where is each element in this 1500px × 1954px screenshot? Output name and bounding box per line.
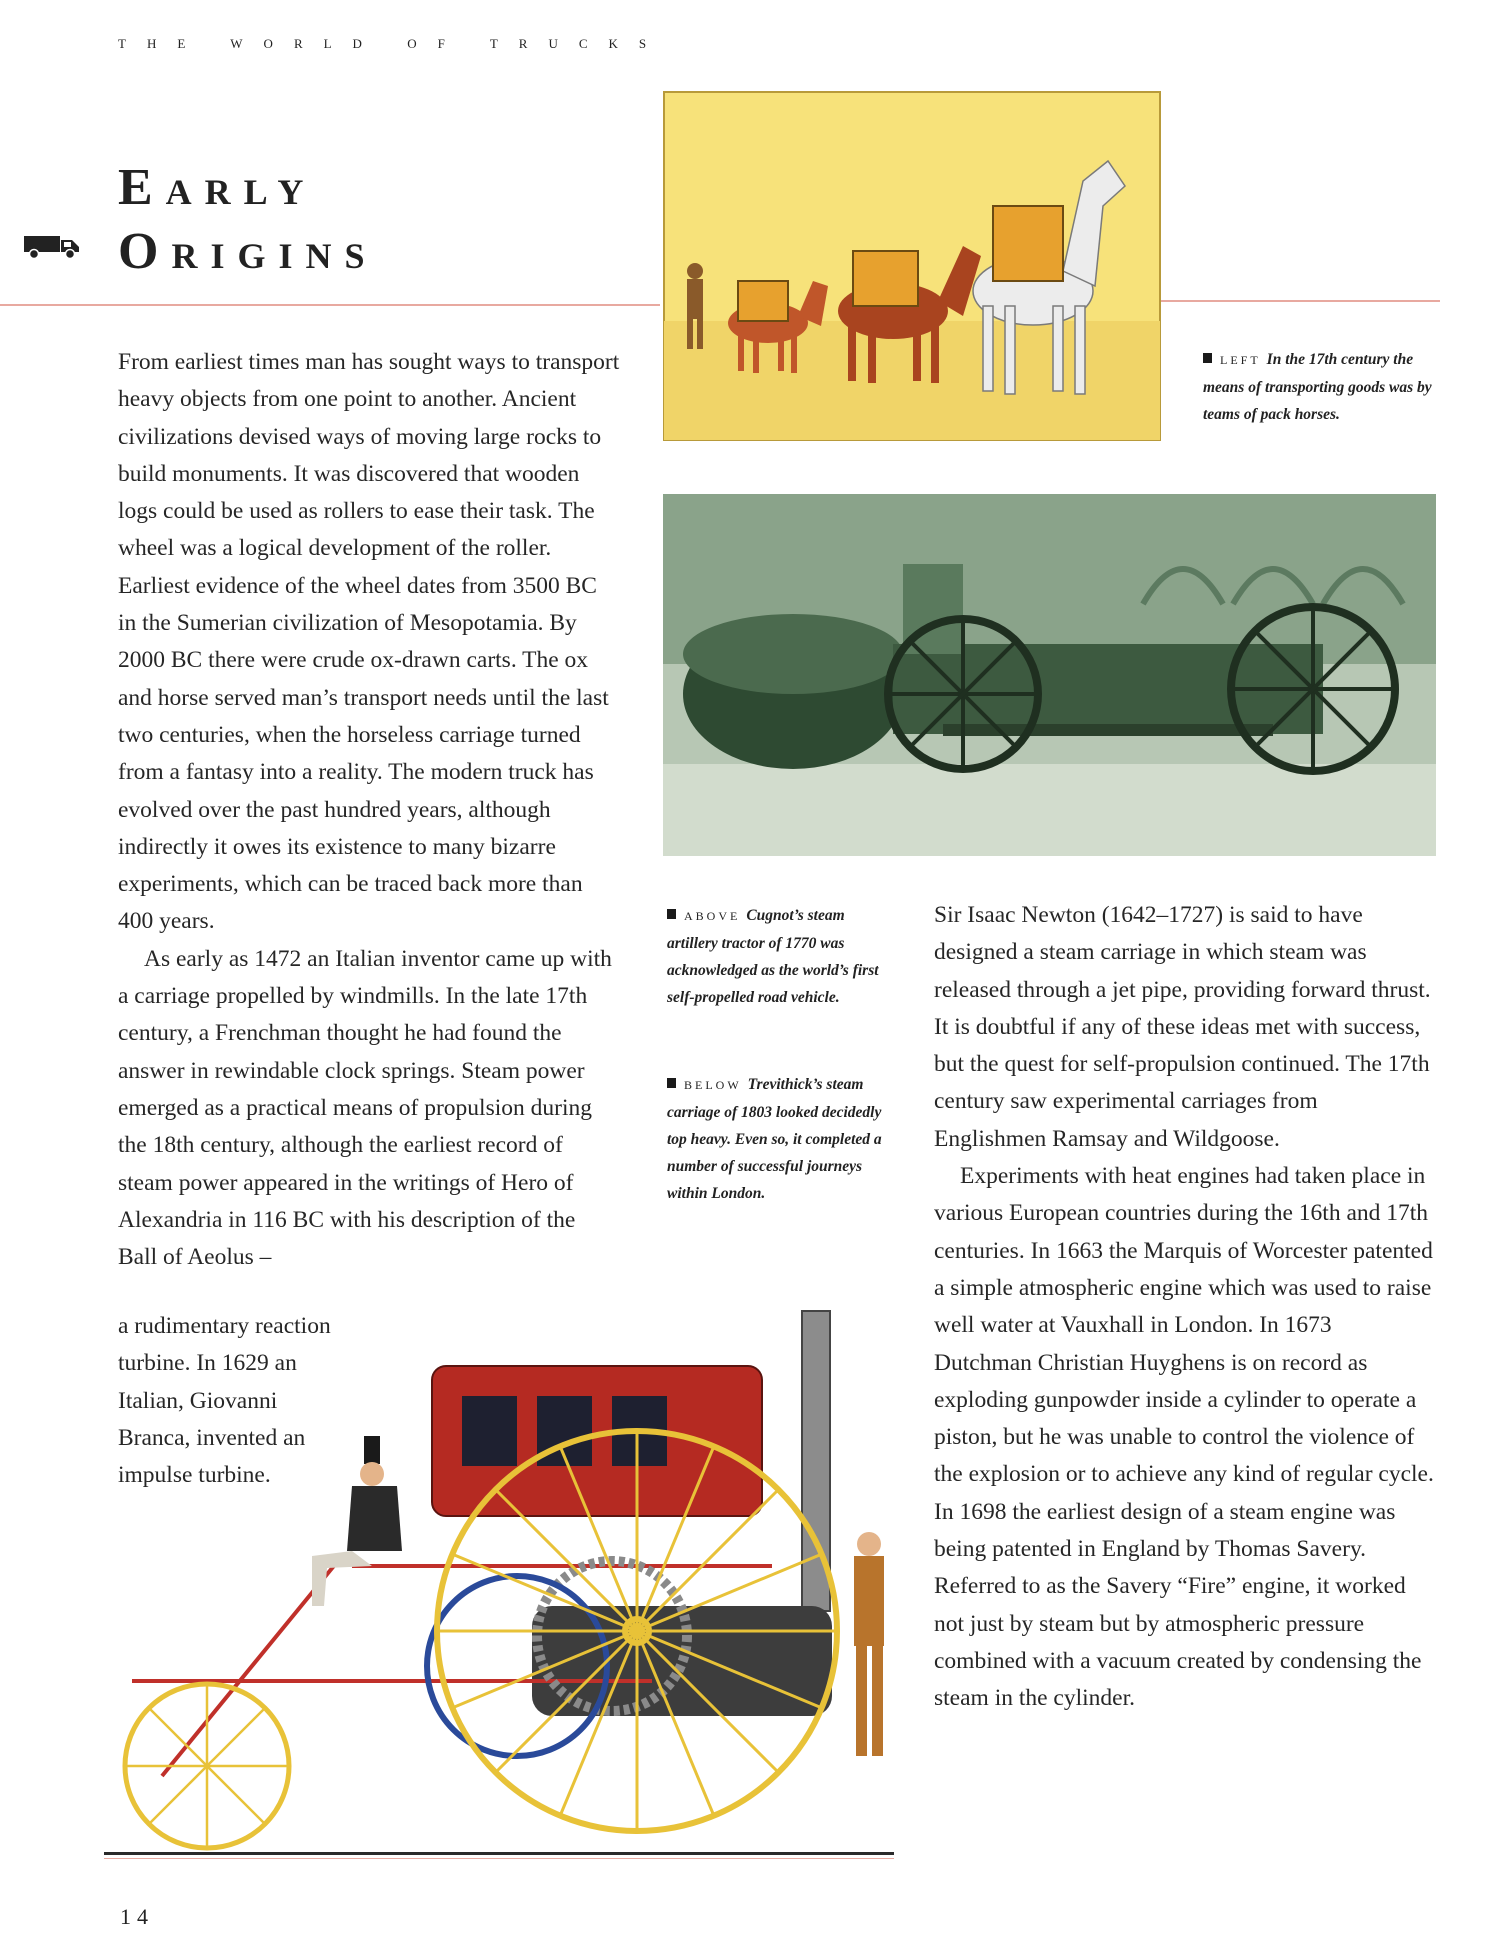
caption-above [667, 902, 899, 1011]
running-head: THE WORLD OF TRUCKS [118, 36, 668, 51]
caption-lead: BELOW [684, 1078, 742, 1092]
body-paragraph-3: Sir Isaac Newton (1642–1727) is said to have designed a steam carriage in which steam was released through a jet pipe, providing forward thrust. It is doubtful if any of these ideas met with success, but the quest for self-propulsion continued. The 17th century saw experimental carriages from Englishmen Ramsay and Wildgoose. [934, 902, 1431, 1152]
caption-bullet [667, 909, 676, 919]
body-paragraph-1: From earliest times man has sought ways to transport heavy objects from one point to another. Ancient civilizations devised ways of moving large rocks to build monuments. It was discovered that wooden logs could be used as rollers to ease their task. The wheel was a logical development of the roller. Earliest evidence of the wheel dates from 3500 BC in the Sumerian civilization of Mesopotamia. By 2000 BC there were crude ox-drawn carts. The ox and horse served man’s transport needs until the last two centuries, when the horseless carriage turned from a fantasy into a reality. The modern truck has evolved over the past hundred years, although indirectly it owes its existence to many bizarre experiments, which can be traced back more than 400 years. [118, 349, 620, 935]
body-paragraph-2-continued: a rudimentary reaction turbine. In 1629 an Italian, Giovanni Branca, invented an impulse turbine. [118, 1313, 331, 1489]
caption-lead: LEFT [1220, 353, 1261, 367]
body-column-1 [118, 344, 620, 1276]
body-paragraph-2: As early as 1472 an Italian inventor came up with a carriage propelled by windmills. In the late 17th century, a Frenchman thought he had found the answer in rewindable clock springs. Steam power emerged as a practical means of propulsion during the 18th century, although the earliest record of steam power appeared in the writings of Hero of Alexandria in 116 BC with his description of the Ball of Aeolus – [118, 945, 612, 1271]
page-title [118, 156, 378, 284]
caption-lead: ABOVE [684, 909, 741, 923]
ground-line [104, 1852, 894, 1855]
cugnot-tractor-photo [663, 494, 1436, 856]
page-number: 14 [120, 1904, 154, 1929]
title-line-2: Origins [118, 223, 378, 280]
caption-text: Cugnot’s steam artillery tractor of 1770 was acknowledged as the world’s first self-propelled road vehicle. [667, 907, 879, 1006]
title-line-1: Early [118, 159, 317, 216]
body-paragraph-4: Experiments with heat engines had taken place in various European countries during the 16th and 17th centuries. In 1663 the Marquis of Worcester patented a simple atmospheric engine which was used to raise well water at Vauxhall in London. In 1673 Dutchman Christian Huyghens is on record as exploding gunpowder inside a cylinder to operate a piston, but he was unable to control the violence of the explosion or to achieve any kind of regular cycle. In 1698 the earliest design of a steam engine was being patented in England by Thomas Savery. Referred to as the Savery “Fire” engine, it worked not just by steam but by atmospheric pressure combined with a vacuum created by condensing the steam in the cylinder. [934, 1163, 1434, 1712]
caption-left [1203, 346, 1443, 428]
pack-horses-illustration [663, 91, 1161, 441]
caption-bullet [667, 1078, 676, 1088]
body-column-2 [934, 897, 1434, 1718]
trevithick-carriage-illustration [112, 1306, 912, 1851]
title-rule-right [1160, 300, 1440, 302]
caption-below [667, 1071, 899, 1207]
title-rule-left [0, 304, 660, 306]
caption-text: Trevithick’s steam carriage of 1803 looked decidedly top heavy. Even so, it completed a number of successful journeys within London. [667, 1076, 882, 1202]
truck-icon [24, 232, 82, 260]
ground-line-accent [104, 1858, 894, 1859]
caption-text: In the 17th century the means of transporting goods was by teams of pack horses. [1203, 351, 1432, 423]
caption-bullet [1203, 353, 1212, 363]
